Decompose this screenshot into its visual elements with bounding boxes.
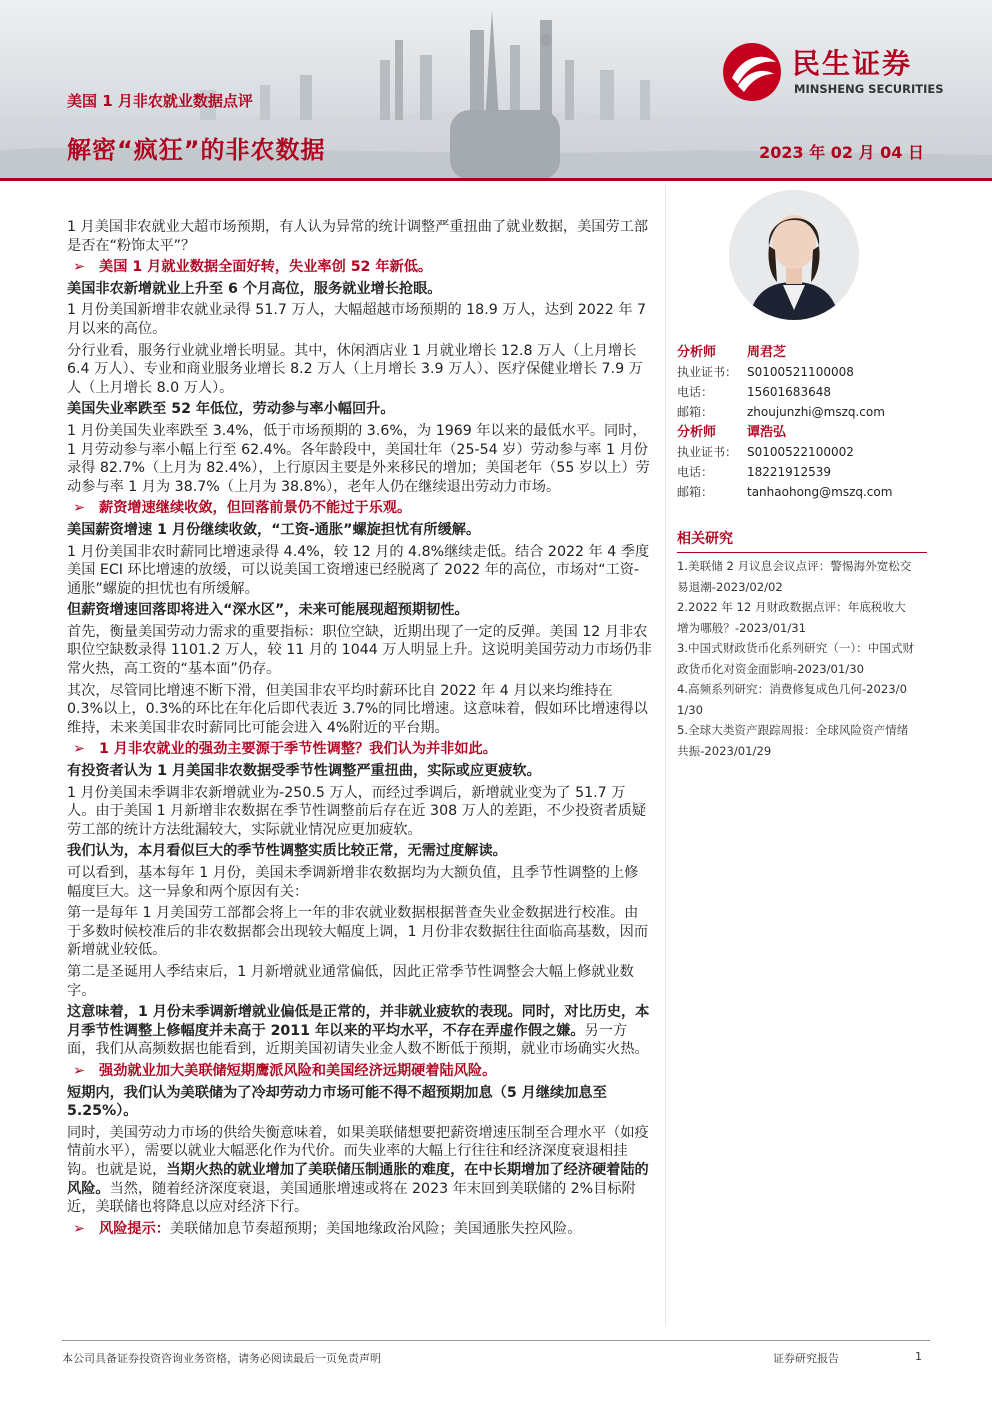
related-line[interactable]: 5.全球大类资产跟踪周报：全球风险资产情绪 — [677, 723, 909, 737]
cert-number: S0100521100008 — [747, 365, 854, 379]
cert-label: 执业证书： — [677, 365, 738, 379]
body-paragraph — [67, 1124, 652, 1217]
column-divider — [665, 185, 666, 1325]
arrow-bullet-icon: ➢ — [73, 1062, 85, 1079]
related-line[interactable]: 3.中国式财政货币化系列研究（一）：中国式财 — [677, 641, 915, 655]
section-heading-text: 强劲就业加大美联储短期鹰派风险和美国经济远期硬着陆风险。 — [99, 1062, 497, 1079]
email-address[interactable]: zhoujunzhi@mszq.com — [747, 405, 885, 419]
section-heading-text: 1 月非农就业的强劲主要源于季节性调整？我们认为并非如此。 — [99, 741, 497, 758]
paragraph-text: 当然，随着经济深度衰退，美国通胀增速或将在 2023 年末回到美联储的 2%目标附近，美联储也将降息以应对经济下行。 — [67, 1180, 636, 1216]
section-heading — [67, 740, 652, 759]
sub-heading: 我们认为，本月看似巨大的季节性调整实质比较正常，无需过度解读。 — [67, 843, 507, 860]
analyst-role: 分析师 — [677, 345, 717, 360]
related-line[interactable]: 共振-2023/01/29 — [677, 743, 772, 758]
related-line[interactable]: 2.2022 年 12 月财政数据点评：年底税收大 — [677, 600, 906, 614]
arrow-bullet-icon: ➢ — [73, 259, 85, 276]
risk-label: 风险提示： — [99, 1220, 170, 1237]
report-title: 解密“疯狂”的非农数据 — [67, 136, 326, 164]
related-line[interactable]: 增为哪般？-2023/01/31 — [677, 620, 806, 635]
analyst-card-1 — [677, 342, 927, 422]
body-paragraph: 1 月美国非农就业大超市场预期，有人认为异常的统计调整严重扭曲了就业数据，美国劳工部是否在“粉饰太平”？ — [67, 219, 649, 254]
phone-number: 15601683648 — [747, 385, 831, 399]
header-banner — [0, 0, 992, 180]
paragraph-text: 同时，美国劳动力市场的供给失衡意味着，如果美联储想要把薪资增速压制至合理水平（如疫情前水平），需要以就业大幅恶化作为代价。而失业率的大幅上行往往和经济深度衰退相挂钩。也就是说， — [67, 1124, 649, 1178]
arrow-bullet-icon: ➢ — [73, 741, 85, 758]
related-line[interactable]: 1/30 — [677, 702, 704, 717]
analyst-name: 谭浩弘 — [747, 425, 787, 440]
report-date: 2023 年 02 月 04 日 — [759, 143, 924, 162]
section-heading-text: 薪资增速继续收敛，但回落前景仍不能过于乐观。 — [99, 500, 412, 517]
body-paragraph: 首先，衡量美国劳动力需求的重要指标：职位空缺，近期出现了一定的反弹。美国 12 月非农职位空缺数录得 1101.2 万人，较 11 月的 1044 万人明显上升。这说明美国劳动力市场仍非常火热，高工资的“基本面”仍存。 — [67, 623, 652, 678]
body-paragraph: 1 月份美国失业率跌至 3.4%，低于市场预期的 3.6%，为 1969 年以来的最低水平。同时，1 月劳动参与率小幅上行至 62.4%。各年龄段中，美国壮年（25-54 岁）劳动参与率 1 月份录得 82.7%（上月为 82.4%），上行原因主要是外来移民的增加；美国老年（55 岁以上）劳动参与率 1 月为 38.7%（上月为 38.8%），老年人仍在继续退出劳动力市场。 — [67, 422, 650, 495]
sub-heading: 短期内，我们认为美联储为了冷却劳动力市场可能不得不超预期加息（5 月继续加息至 5.25%）。 — [67, 1084, 607, 1120]
email-address[interactable]: tanhaohong@mszq.com — [747, 485, 893, 499]
sub-heading: 但薪资增速回落即将进入“深水区”，未来可能展现超预期韧性。 — [67, 602, 469, 619]
sub-heading: 有投资者认为 1 月美国非农数据受季节性调整严重扭曲，实际或应更疲软。 — [67, 763, 541, 780]
body-paragraph: 第二是圣诞用人季结束后，1 月新增就业通常偏低，因此正常季节性调整会大幅上修就业数字。 — [67, 963, 634, 999]
analyst-card-2 — [677, 422, 927, 502]
cert-number: S0100522100002 — [747, 445, 854, 459]
related-line[interactable]: 4.高频系列研究：消费修复成色几何-2023/0 — [677, 682, 907, 696]
report-subtitle: 美国 1 月非农就业数据点评 — [67, 92, 253, 110]
cert-label: 执业证书： — [677, 445, 738, 459]
analyst-role: 分析师 — [677, 425, 717, 440]
sub-heading: 美国失业率跌至 52 年低位，劳动参与率小幅回升。 — [67, 401, 395, 418]
email-label: 邮箱： — [677, 485, 714, 499]
body-paragraph: 第一是每年 1 月美国劳工部都会将上一年的非农就业数据根据普查失业金数据进行校准。由于多数时候校准后的非农数据都会出现较大幅度上调，1 月份非农数据往往面临高基数，因而新增就业较低。 — [67, 905, 649, 959]
footer-disclaimer: 本公司具备证券投资咨询业务资格，请务必阅读最后一页免责声明 — [62, 1352, 381, 1365]
risk-warning — [67, 1220, 652, 1239]
arrow-bullet-icon: ➢ — [73, 500, 85, 517]
body-paragraph: 1 月份美国非农时薪同比增速录得 4.4%，较 12 月的 4.8%继续走低。结合 2022 年 4 季度美国 ECI 环比增速的放缓，可以说美国工资增速已经脱离了 2022 年的高位，市场对“工资-通胀”螺旋的担忧也有所缓解。 — [67, 543, 650, 597]
emphasis-text: 这意味着，1 月份未季调新增就业偏低是正常的，并非就业疲软的表现。同时，对比历史，本月季节性调整上修幅度并未高于 2011 年以来的平均水平，不存在弄虚作假之嫌。 — [67, 1004, 650, 1039]
logo-text-cn: 民生证券 — [792, 47, 913, 80]
minsheng-emblem-icon — [720, 42, 786, 102]
phone-label: 电话： — [677, 465, 714, 479]
body-paragraph: 分行业看，服务行业就业增长明显。其中，休闲酒店业 1 月就业增长 12.8 万人（上月增长 6.4 万人）、专业和商业服务业增长 8.2 万人（上月增长 3.9 万人）、医疗保健业增长 7.9 万人（上月增长 8.0 万人）。 — [67, 342, 643, 396]
report-body — [67, 218, 652, 1241]
body-paragraph: 1 月份美国未季调非农新增就业为-250.5 万人，而经过季调后，新增就业变为了 51.7 万人。由于美国 1 月新增非农数据在季节性调整前后存在近 308 万人的差距，不少投资者质疑劳工部的统计方法纰漏较大，实际就业情况应更加疲软。 — [67, 784, 647, 838]
emphasis-text: 当期火热的就业增加了美联储压制通胀的难度，在中长期增加了经济硬着陆的风险。 — [67, 1161, 649, 1197]
section-heading — [67, 1062, 652, 1081]
header-divider — [0, 178, 992, 181]
phone-number: 18221912539 — [747, 465, 831, 479]
paragraph-text: 另一方面，我们从高频数据也能看到，近期美国初请失业金人数不断低于预期，就业市场确实火热。 — [67, 1022, 649, 1058]
page-number: 1 — [915, 1350, 922, 1363]
body-paragraph: 可以看到，基本每年 1 月份，美国未季调新增非农数据均为大额负值，且季节性调整的上修幅度巨大。这一异象和两个原因有关： — [67, 865, 639, 900]
company-logo — [720, 42, 970, 102]
sub-heading: 美国薪资增速 1 月份继续收敛，“工资-通胀”螺旋担忧有所缓解。 — [67, 521, 481, 538]
related-line[interactable]: 易退潮-2023/02/02 — [677, 579, 783, 594]
email-label: 邮箱： — [677, 405, 714, 419]
logo-text-en: MINSHENG SECURITIES — [794, 82, 944, 96]
related-line[interactable]: 政货币化对资金面影响-2023/01/30 — [677, 661, 864, 676]
section-heading — [67, 499, 652, 518]
phone-label: 电话： — [677, 385, 714, 399]
body-paragraph: 1 月份美国新增非农就业录得 51.7 万人，大幅超越市场预期的 18.9 万人，达到 2022 年 7 月以来的高位。 — [67, 302, 647, 337]
analyst-photo — [729, 190, 859, 320]
body-paragraph — [67, 1003, 652, 1059]
analyst-portrait-image — [729, 190, 859, 320]
body-paragraph: 其次，尽管同比增速不断下滑，但美国非农平均时薪环比自 2022 年 4 月以来均维持在 0.3%以上，0.3%的环比在年化后即代表近 3.7%的同比增速。这意味着，假如环比增速得以维持，未来美国非农时薪同比可能会进入 4%附近的平台期。 — [67, 682, 648, 736]
analyst-name: 周君芝 — [747, 345, 787, 360]
arrow-bullet-icon: ➢ — [73, 1220, 85, 1237]
related-line[interactable]: 1.美联储 2 月议息会议点评：警惕海外宽松交 — [677, 559, 912, 573]
footer-divider — [62, 1340, 930, 1341]
risk-text: 美联储加息节奏超预期；美国地缘政治风险；美国通胀失控风险。 — [169, 1220, 582, 1237]
related-research-list — [677, 556, 927, 761]
sub-heading: 美国非农新增就业上升至 6 个月高位，服务就业增长抢眼。 — [67, 280, 442, 297]
footer-report-type: 证券研究报告 — [773, 1352, 839, 1365]
section-heading — [67, 258, 652, 277]
related-research-title: 相关研究 — [677, 528, 927, 553]
section-heading-text: 美国 1 月就业数据全面好转，失业率创 52 年新低。 — [99, 259, 433, 276]
